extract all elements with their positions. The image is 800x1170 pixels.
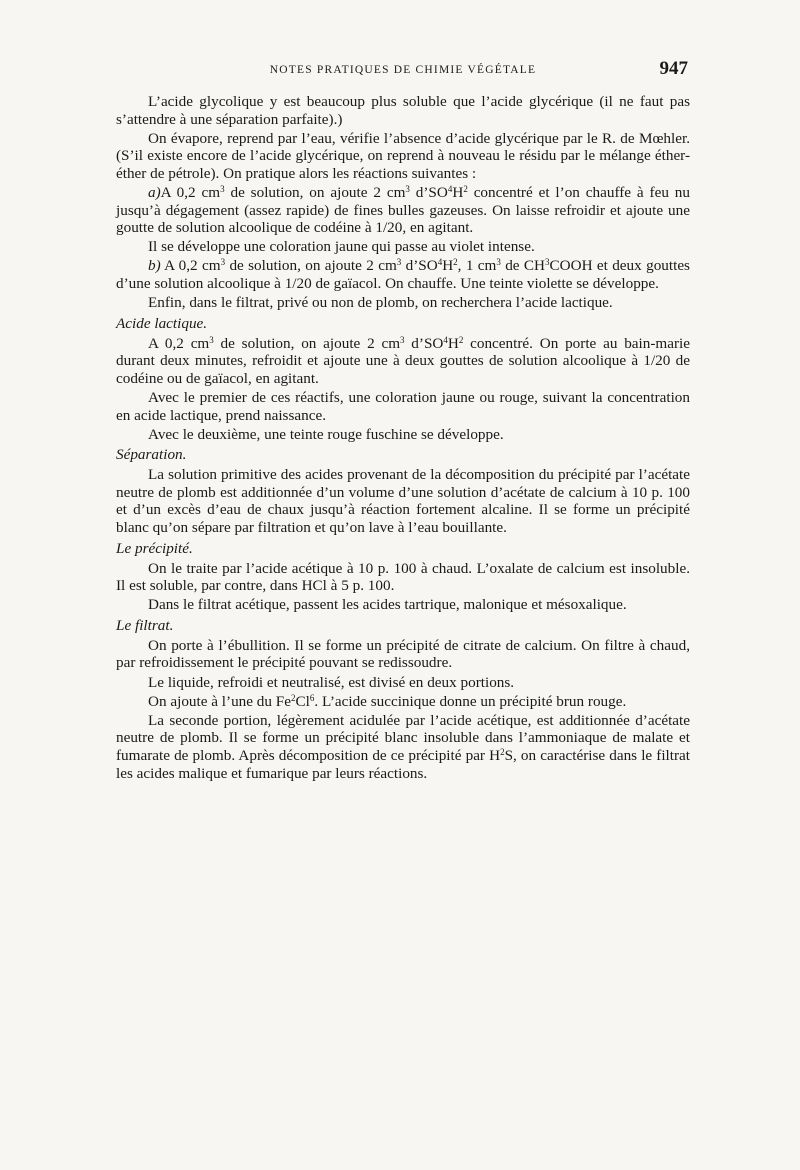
page-header — [116, 58, 690, 82]
label-a: a) — [148, 183, 161, 201]
paragraph: Avec le premier de ces réactifs, une coloration jaune ou rouge, suivant la concentration en acide lactique, prend naissance. — [116, 388, 690, 424]
paragraph: La seconde portion, légèrement acidulée par l’acide acétique, est additionnée d’acétate neutre de plomb. Il se forme un précipité blanc insoluble dans l’ammoniaque de malate et fumarate de plomb. Après décomposition de ce précipité par $H^2S$, on caractérise dans le filtrat les acides malique et fumarique par leurs réactions. — [116, 711, 691, 782]
paragraph: Enfin, dans le filtrat, privé ou non de plomb, on recherchera l’acide lactique. — [148, 294, 613, 312]
paragraph: La solution primitive des acides provenant de la décomposition du précipité par l’acétate neutre de plomb est additionnée d’un volume d’une solution d’acétate de calcium à 10 p. 100 et d’un excès d’eau de chaux jusqu’à réaction fortement alcaline. Il se forme un précipité blanc qu’on sépare par filtration et qu’on lave à l’eau bouillante. — [116, 466, 690, 536]
paragraph: L’acide glycolique y est beaucoup plus soluble que l’acide glycérique (il ne faut pas s’attendre à une séparation parfaite).) — [116, 93, 690, 128]
section-heading: Le précipité. — [116, 539, 193, 557]
paragraph-reaction-a: a)A 0,2 $cm^3$ de solution, on ajoute 2 $cm^3$ $d’SO^4H^2$ concentré et l’on chauffe à feu nu jusqu’à dégagement (assez rapide) de fines bulles gazeuses. On laisse refroidir et ajoute une goutte de solution alcoolique de codéine à 1/20, en agitant. — [116, 183, 690, 237]
paragraph: On ajoute à l’une du Fe$^2$Cl$^6$. L’acide succinique donne un précipité brun rouge. — [148, 692, 627, 710]
paragraph: Avec le deuxième, une teinte rouge fuschine se développe. — [148, 425, 504, 443]
paragraph: Il se développe une coloration jaune qui passe au violet intense. — [148, 238, 535, 256]
paragraph: Le liquide, refroidi et neutralisé, est divisé en deux portions. — [148, 673, 515, 691]
section-heading: Acide lactique. — [116, 314, 208, 332]
page-body — [116, 93, 690, 784]
page-number: 947 — [659, 58, 688, 79]
paragraph: On porte à l’ébullition. Il se forme un précipité de citrate de calcium. On filtre à chaud, par refroidissement le précipité pouvant se redissoudre. — [116, 636, 690, 672]
label-b: b) — [148, 257, 161, 275]
section-heading: Le filtrat. — [116, 616, 174, 634]
paragraph: On évapore, reprend par l’eau, vérifie l’absence d’acide glycérique par le R. de Mœhler. (S’il existe encore de l’acide glycérique, on reprend à nouveau le résidu par le mélange éther-éther de pétrole). On pratique alors les réactions suivantes : — [116, 129, 690, 182]
paragraph: On le traite par l’acide acétique à 10 p. 100 à chaud. L’oxalate de calcium est insoluble. Il est soluble, par contre, dans HCl à 5 p. 100. — [116, 559, 690, 595]
paragraph-reaction-b: b) A 0,2 $cm^3$ de solution, on ajoute 2 $cm^3$ $d’SO^4H^2$, 1 $cm^3$ de $CH^3COOH$ et deux gouttes d’une solution alcoolique à 1/20 de gaïacol. On chauffe. Une teinte violette se développe. — [116, 257, 690, 292]
paragraph: Dans le filtrat acétique, passent les acides tartrique, malonique et mésoxalique. — [148, 596, 627, 614]
running-title: NOTES PRATIQUES DE CHIMIE VÉGÉTALE — [269, 64, 537, 76]
paragraph: A 0,2 $cm^3$ de solution, on ajoute 2 $cm^3$ $d’SO^4H^2$ concentré. On porte au bain-marie durant deux minutes, refroidit et ajoute une à deux gouttes de solution alcoolique à 1/20 de codéine ou de gaïacol, en agitant. — [116, 334, 690, 387]
section-heading: Séparation. — [116, 446, 187, 464]
